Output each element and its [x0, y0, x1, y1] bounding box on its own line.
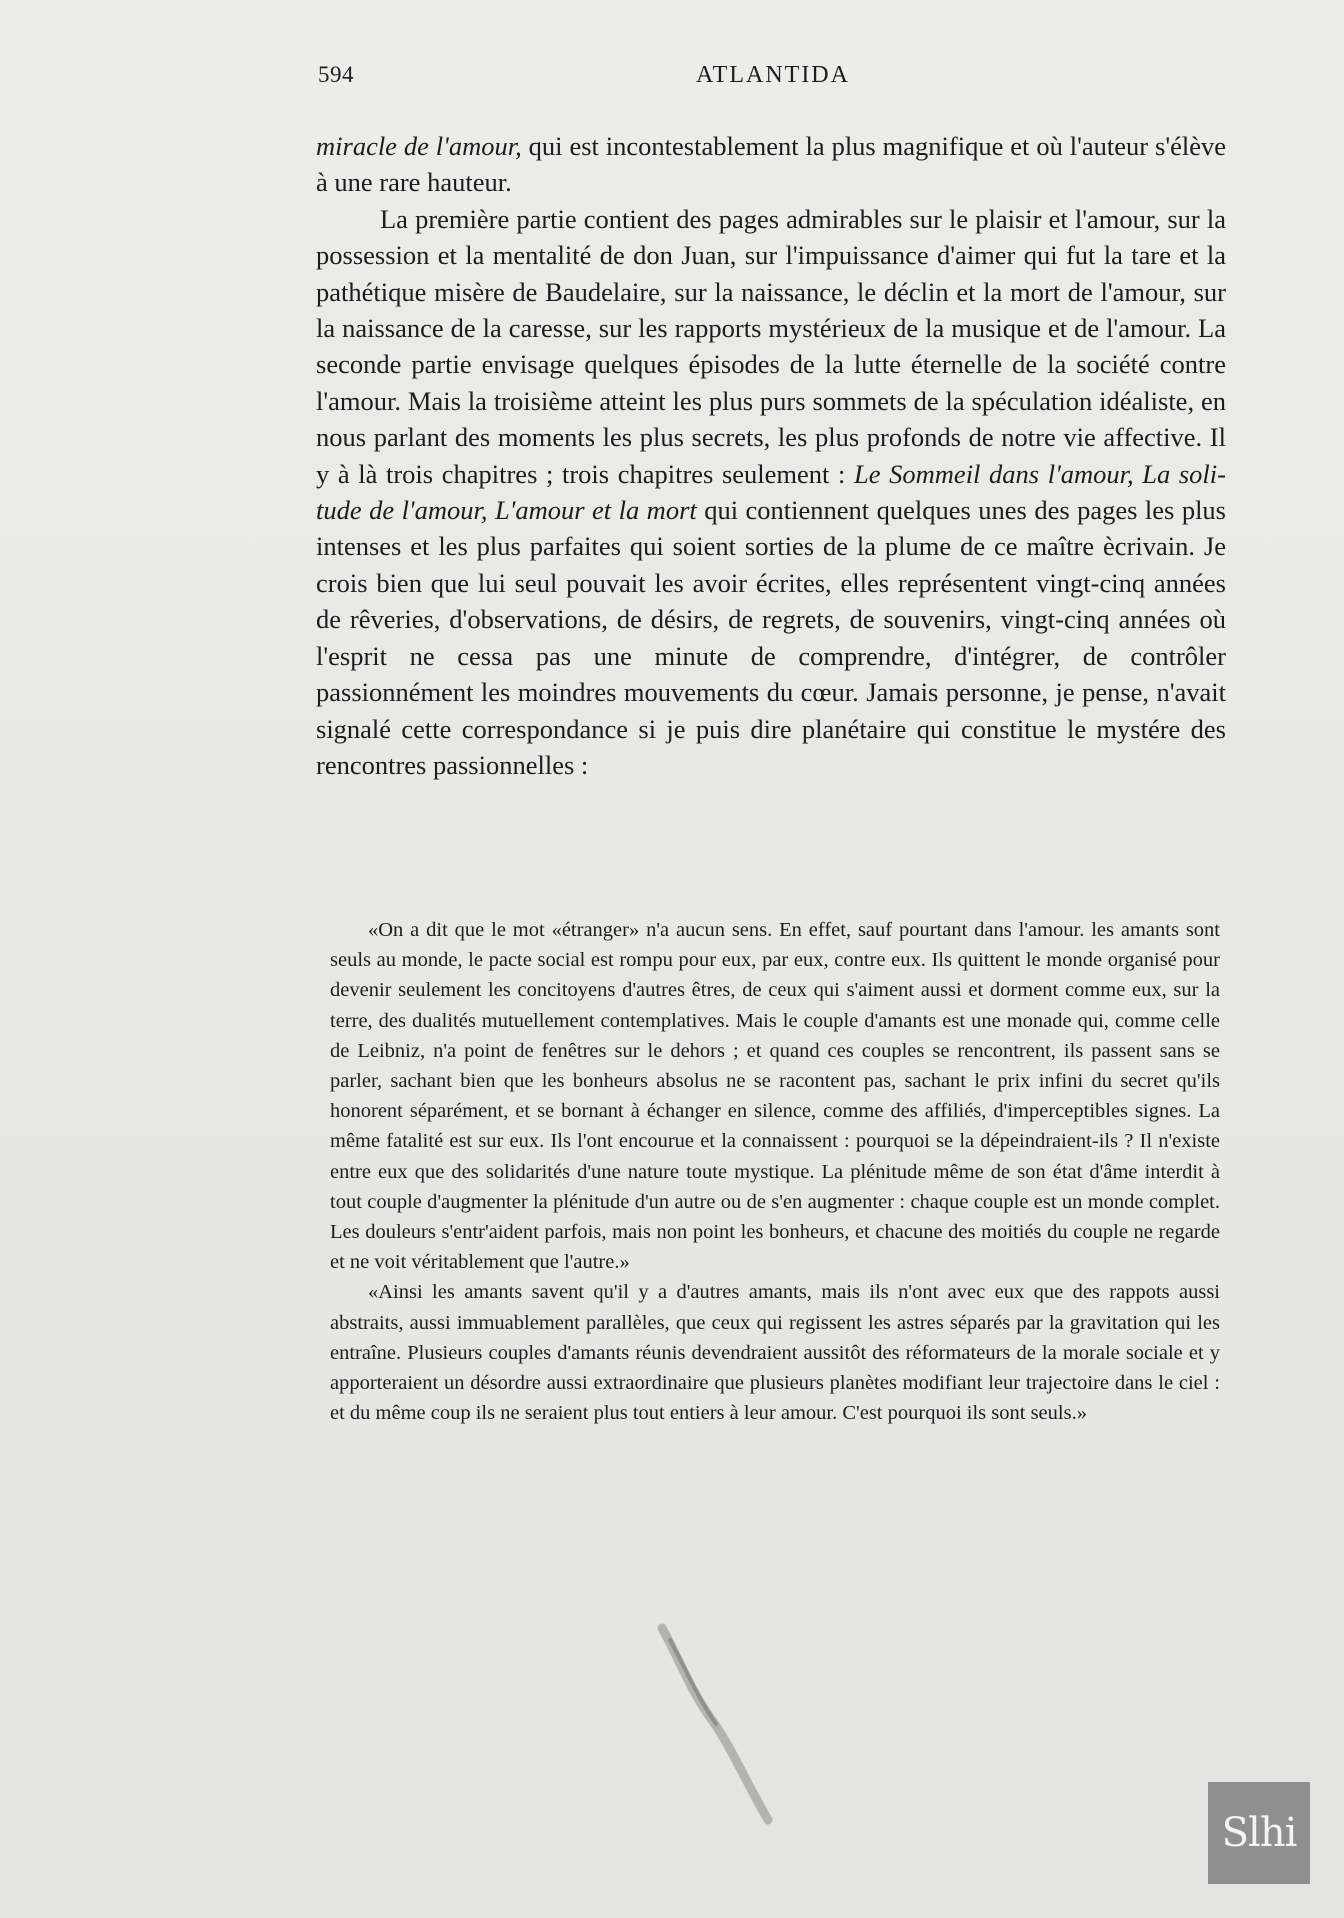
- paragraph-2-text-b: qui contiennent quelques unes des pages les plus intenses et les plus parfaites qui soient sorties de la plume de ce maître ècrivain. Je crois bien que lui seul pouvait les avoir écrites, elles représentent vingt-cinq années de rêveries, d'observations, de désirs, de regrets, de souvenirs, vingt-cinq années où l'esprit ne cessa pas une minute de comprendre, d'intégrer, de contrôler passionnément les moindres mouvements du cœur. Jamais personne, je pense, n'avait signalé cette correspondance si je puis dire planétaire qui constitue le mystére des rencontres passionnelles :: [316, 495, 1226, 780]
- italic-title-phrase: miracle de l'amour,: [316, 131, 522, 161]
- paragraph-1: [316, 128, 1226, 201]
- main-text: [316, 128, 1226, 783]
- ink-smudge: [650, 1620, 800, 1830]
- block-quotation: [330, 915, 1220, 1428]
- page-number: 594: [318, 62, 354, 87]
- running-title: ATLANTIDA: [696, 62, 850, 88]
- library-logo: Slhi: [1208, 1782, 1310, 1884]
- quote-paragraph-1: «On a dit que le mot «étranger» n'a aucun sens. En effet, sauf pourtant dans l'amour. les amants sont seuls au monde, le pacte social est rompu pour eux, par eux, contre eux. Ils quittent le monde organisé pour devenir seulement les concitoyens d'autres êtres, de ceux qui s'aiment aussi et dorment comme eux, sur la terre, des dualités mutuellement contemplatives. Mais le couple d'amants est une monade qui, comme celle de Leibniz, n'a point de fenêtres sur le dehors ; et quand ces couples se rencontrent, ils passent sans se parler, sachant bien que les bonheurs absolus ne se racontent pas, sachant le prix infini du secret qu'ils honorent séparément, et se bornant à échanger en silence, comme des affiliés, d'imperceptibles signes. La même fatalité est sur eux. Ils l'ont encourue et la connaissent : pourquoi se la dépeindraient-ils ? Il n'existe entre eux que des solidarités d'une nature toute mystique. La plénitude même de son état d'âme interdit à tout couple d'augmenter la plénitude d'un autre ou de s'en augmenter : chaque couple est un monde complet. Les douleurs s'entr'aident parfois, mais non point les bonheurs, et chacune des moitiés du couple ne regarde et ne voit véritablement que l'autre.»: [330, 919, 1220, 1274]
- paragraph-2: [316, 201, 1226, 784]
- paragraph-1-text: qui est incontestablement la plus magnifique et où l'auteur s'élève à une rare hauteur.: [316, 131, 1226, 198]
- paragraph-2-text-a: La première partie contient des pages admirables sur le plaisir et l'amour, sur la possession et la mentalité de don Juan, sur l'impuissance d'aimer qui fut la tare et la pathétique misère de Baudelaire, sur la naissance, le déclin et la mort de l'amour, sur la naissance de la caresse, sur les rapports mystérieux de la musique et de l'amour. La seconde partie envisage quelques épisodes de la lutte éternelle de la société contre l'amour. Mais la troisième atteint les plus purs sommets de la spéculation idéaliste, en nous parlant des moments les plus secrets, les plus profonds de notre vie affective. Il y à là trois chapitres ; trois chapitres seulement :: [316, 203, 1226, 489]
- chapter-titles: Le Sommeil dans l'amour, La solitude de l'amour, L'amour et la mort: [316, 458, 1226, 526]
- page-header: [318, 62, 1228, 98]
- quote-paragraph-2: «Ainsi les amants savent qu'il y a d'autres amants, mais ils n'ont avec eux que des rappots aussi abstraits, aussi immuablement parallèles, que ceux qui regissent les astres séparés par la gravitation qui les entraîne. Plusieurs couples d'amants réunis devendraient aussitôt des réformateurs de la morale sociale et y apporteraient un désordre aussi extraordinaire que plusieurs planètes modifiant leur trajectoire dans le ciel : et du même coup ils ne seraient plus tout entiers à leur amour. C'est pourquoi ils sont seuls.»: [330, 1281, 1220, 1425]
